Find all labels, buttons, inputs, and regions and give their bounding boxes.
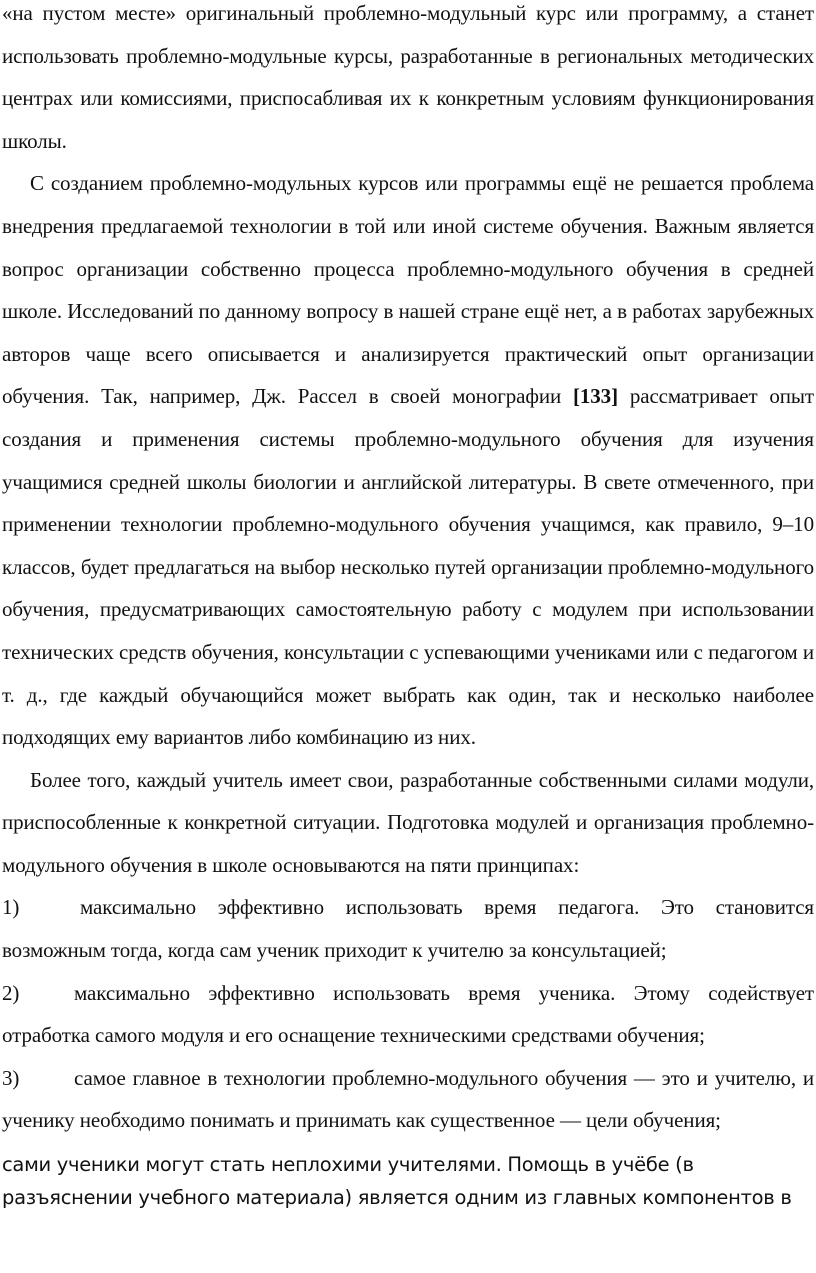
paragraph-3	[2, 759, 814, 887]
list-item	[2, 886, 814, 971]
document-body	[2, 0, 814, 1142]
paragraph-1	[2, 0, 814, 162]
paragraph-1-text: «на пустом месте» оригинальный проблемно-модульный курс или программу, а станет использовать проблемно-модульные курсы, разработанные в региональных методических центрах или комиссиями, приспосабливая их к конкретным условиям функционирования школы.	[2, 1, 814, 153]
list-item-text: максимально эффективно использовать время ученика. Этому содействует отработка самого модуля и его оснащение техническими средствами обучения;	[2, 980, 814, 1048]
trailing-paragraph-text: сами ученики могут стать неплохими учителями. Помощь в учёбе (в разъяснении учебного материала) является одним из главных компонентов в	[2, 1153, 792, 1210]
list-item-text: максимально эффективно использовать время педагога. Это становится возможным тогда, когда сам ученик приходит к учителю за консультацией;	[2, 895, 814, 963]
list-item-number: 2)	[2, 980, 20, 1005]
citation-reference: [133]	[572, 384, 618, 409]
list-item	[2, 972, 814, 1057]
list-item-number: 1)	[2, 895, 20, 920]
paragraph-3-text: Более того, каждый учитель имеет свои, разработанные собственными силами модули, приспособленные к конкретной ситуации. Подготовка модулей и организация проблемно-модульного обучения в школе основываются на пяти принципах:	[2, 767, 814, 877]
list-item	[2, 1057, 814, 1142]
list-item-number: 3)	[2, 1065, 20, 1090]
list-item-text: самое главное в технологии проблемно-модульного обучения — это и учителю, и ученику необходимо понимать и принимать как существенное — цели обучения;	[2, 1065, 814, 1133]
paragraph-2	[2, 162, 814, 758]
paragraph-2-text-b: рассматривает опыт создания и применения системы проблемно-модульного обучения для изучения учащимися средней школы биологии и английской литературы. В свете отмеченного, при применении технологии проблемно-модульного обучения учащимся, как правило, 9–10 классов, будет предлагаться на выбор несколько путей организации проблемно-модульного обучения, предусматривающих самостоятельную работу с модулем при использовании технических средств обучения, консультации с успевающими учениками или с педагогом и т. д., где каждый обучающийся может выбрать как один, так и несколько наиболее подходящих ему вариантов либо комбинацию из них.	[2, 384, 814, 750]
paragraph-2-text-a: С созданием проблемно-модульных курсов или программы ещё не решается проблема внедрения предлагаемой технологии в той или иной системе обучения. Важным является вопрос организации собственно процесса проблемно-модульного обучения в средней школе. Исследований по данному вопросу в нашей стране ещё нет, а в работах зарубежных авторов чаще всего описывается и анализируется практический опыт организации обучения. Так, например, Дж. Рассел в своей монографии	[2, 171, 814, 409]
trailing-paragraph	[2, 1148, 814, 1214]
